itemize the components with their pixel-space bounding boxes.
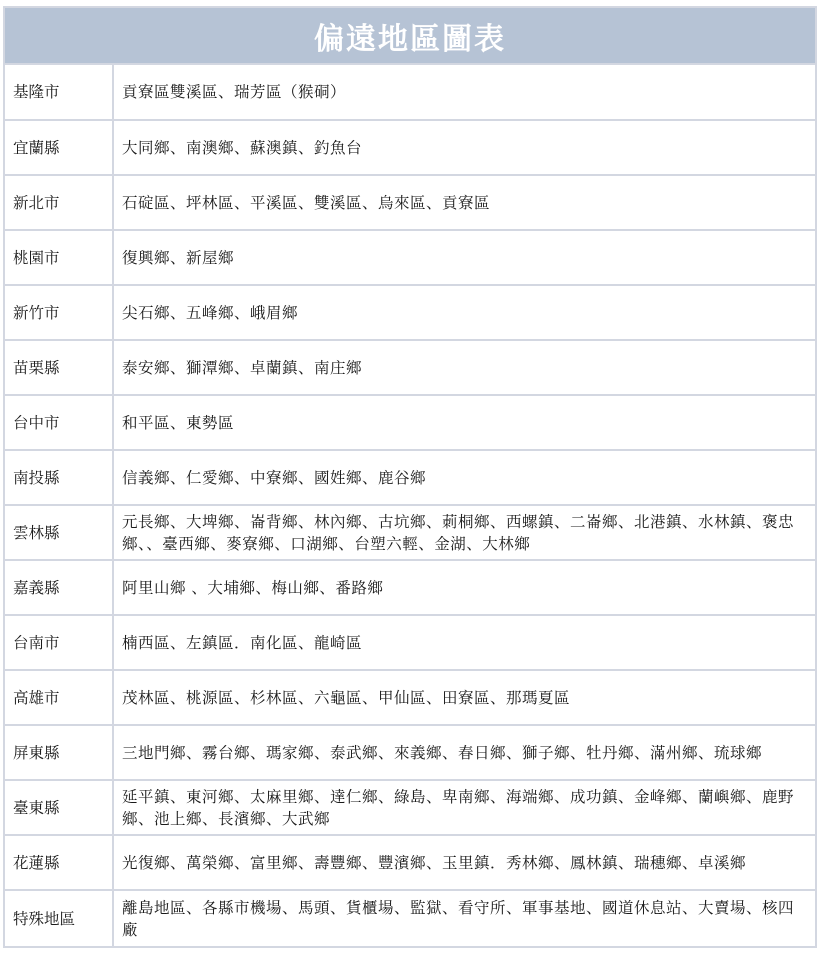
remote-areas-cell: 泰安鄉、獅潭鄉、卓蘭鎮、南庄鄉	[113, 340, 815, 395]
table-row	[5, 285, 815, 340]
table-title: 偏遠地區圖表	[5, 8, 815, 65]
region-name-cell: 花蓮縣	[5, 835, 113, 890]
remote-areas-cell: 阿里山鄉 、大埔鄉、梅山鄉、番路鄉	[113, 560, 815, 615]
remote-areas-cell: 復興鄉、新屋鄉	[113, 230, 815, 285]
remote-areas-cell: 信義鄉、仁愛鄉、中寮鄉、國姓鄉、鹿谷鄉	[113, 450, 815, 505]
table-row	[5, 890, 815, 946]
region-name-cell: 南投縣	[5, 450, 113, 505]
region-name-cell: 宜蘭縣	[5, 120, 113, 175]
table-row	[5, 230, 815, 285]
table-row	[5, 450, 815, 505]
region-name-cell: 基隆市	[5, 65, 113, 120]
table-row	[5, 725, 815, 780]
region-name-cell: 屏東縣	[5, 725, 113, 780]
region-name-cell: 臺東縣	[5, 780, 113, 835]
table-body	[5, 65, 815, 946]
table-row	[5, 780, 815, 835]
remote-areas-cell: 貢寮區雙溪區、瑞芳區（猴硐）	[113, 65, 815, 120]
remote-areas-cell: 尖石鄉、五峰鄉、峨眉鄉	[113, 285, 815, 340]
remote-areas-cell: 離島地區、各縣市機場、馬頭、貨櫃場、監獄、看守所、軍事基地、國道休息站、大賣場、核四廠	[113, 890, 815, 946]
remote-areas-cell: 茂林區、桃源區、杉林區、六龜區、甲仙區、田寮區、那瑪夏區	[113, 670, 815, 725]
remote-areas-cell: 元長鄉、大埤鄉、崙背鄉、林內鄉、古坑鄉、莿桐鄉、西螺鎮、二崙鄉、北港鎮、水林鎮、褒忠鄉、、臺西鄉、麥寮鄉、口湖鄉、台塑六輕、金湖、大林鄉	[113, 505, 815, 560]
remote-areas-cell: 楠西區、左鎮區．南化區、龍崎區	[113, 615, 815, 670]
remote-areas-cell: 光復鄉、萬榮鄉、富里鄉、壽豐鄉、豐濱鄉、玉里鎮．秀林鄉、鳳林鎮、瑞穗鄉、卓溪鄉	[113, 835, 815, 890]
region-name-cell: 桃園市	[5, 230, 113, 285]
table-row	[5, 560, 815, 615]
remote-areas-table	[5, 65, 815, 946]
remote-areas-cell: 延平鎮、東河鄉、太麻里鄉、達仁鄉、綠島、卑南鄉、海端鄉、成功鎮、金峰鄉、蘭嶼鄉、鹿野鄉、池上鄉、長濱鄉、大武鄉	[113, 780, 815, 835]
table-row	[5, 120, 815, 175]
region-name-cell: 新北市	[5, 175, 113, 230]
remote-areas-table-container	[3, 6, 817, 948]
remote-areas-cell: 大同鄉、南澳鄉、蘇澳鎮、釣魚台	[113, 120, 815, 175]
table-row	[5, 835, 815, 890]
table-row	[5, 505, 815, 560]
table-row	[5, 340, 815, 395]
table-row	[5, 175, 815, 230]
remote-areas-cell: 石碇區、坪林區、平溪區、雙溪區、烏來區、貢寮區	[113, 175, 815, 230]
region-name-cell: 台中市	[5, 395, 113, 450]
region-name-cell: 高雄市	[5, 670, 113, 725]
region-name-cell: 雲林縣	[5, 505, 113, 560]
region-name-cell: 台南市	[5, 615, 113, 670]
table-row	[5, 615, 815, 670]
region-name-cell: 嘉義縣	[5, 560, 113, 615]
table-row	[5, 670, 815, 725]
remote-areas-cell: 三地門鄉、霧台鄉、瑪家鄉、泰武鄉、來義鄉、春日鄉、獅子鄉、牡丹鄉、滿州鄉、琉球鄉	[113, 725, 815, 780]
remote-areas-cell: 和平區、東勢區	[113, 395, 815, 450]
table-row	[5, 395, 815, 450]
table-row	[5, 65, 815, 120]
region-name-cell: 新竹市	[5, 285, 113, 340]
region-name-cell: 苗栗縣	[5, 340, 113, 395]
region-name-cell: 特殊地區	[5, 890, 113, 946]
